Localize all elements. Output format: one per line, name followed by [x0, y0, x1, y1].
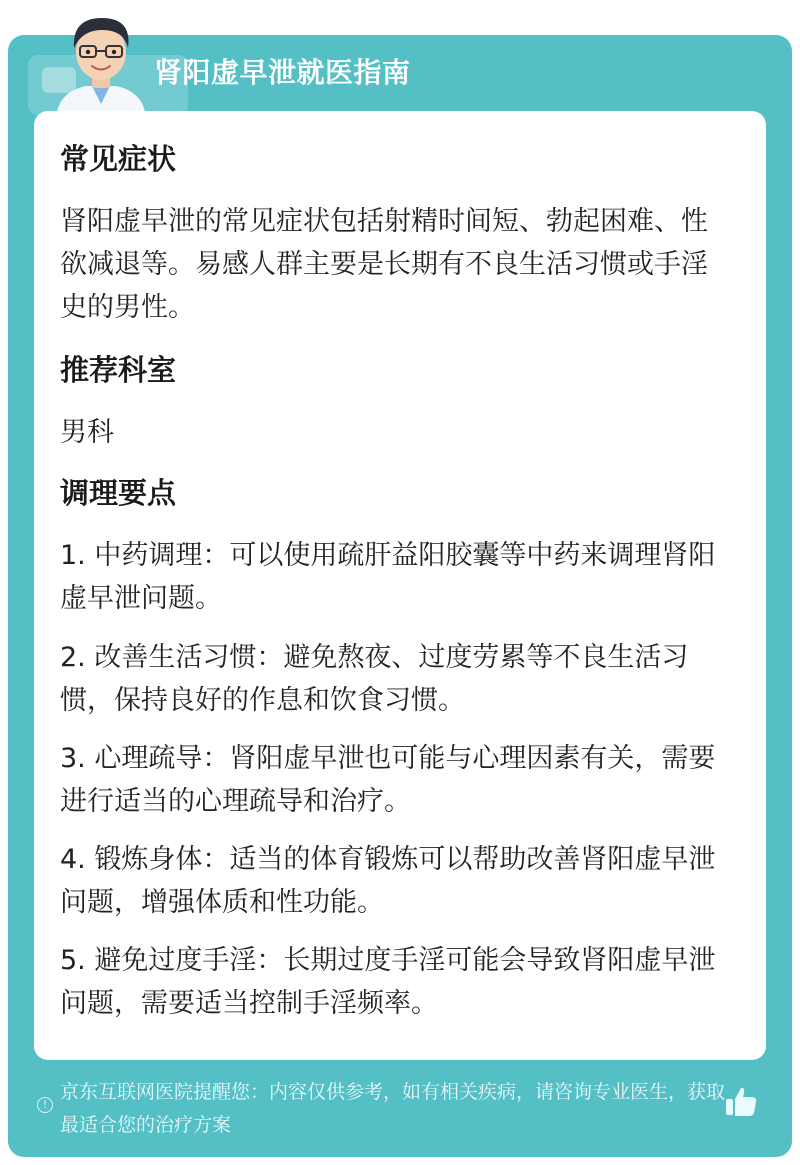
doctor-avatar-icon: [46, 8, 156, 118]
care-item-1: 1. 中药调理：可以使用疏肝益阳胶囊等中药来调理肾阳虚早泄问题。: [60, 540, 716, 614]
care-item-2: 2. 改善生活习惯：避免熬夜、过度劳累等不良生活习惯，保持良好的作息和饮食习惯。: [60, 642, 689, 716]
care-heading: 调理要点: [60, 476, 177, 510]
footer-notice: 京东互联网医院提醒您：内容仅供参考，如有相关疾病，请咨询专业医生，获取最适合您的治疗方案: [60, 1081, 726, 1136]
page-title: 肾阳虚早泄就医指南: [154, 56, 411, 89]
symptoms-text: 肾阳虚早泄的常见症状包括射精时间短、勃起困难、性欲减退等。易感人群主要是长期有不良生活习惯或手淫史的男性。: [60, 206, 708, 323]
department-heading: 推荐科室: [60, 353, 177, 387]
department-text: 男科: [60, 417, 114, 448]
care-item-5: 5. 避免过度手淫：长期过度手淫可能会导致肾阳虚早泄问题，需要适当控制手淫频率。: [60, 945, 716, 1019]
care-item-4: 4. 锻炼身体：适当的体育锻炼可以帮助改善肾阳虚早泄问题，增强体质和性功能。: [60, 844, 716, 918]
care-item-3: 3. 心理疏导：肾阳虚早泄也可能与心理因素有关，需要进行适当的心理疏导和治疗。: [60, 743, 716, 817]
thumbs-up-icon[interactable]: [722, 1083, 760, 1121]
symptoms-heading: 常见症状: [60, 142, 177, 176]
info-icon: !: [37, 1097, 53, 1113]
content-panel: [34, 111, 766, 1060]
